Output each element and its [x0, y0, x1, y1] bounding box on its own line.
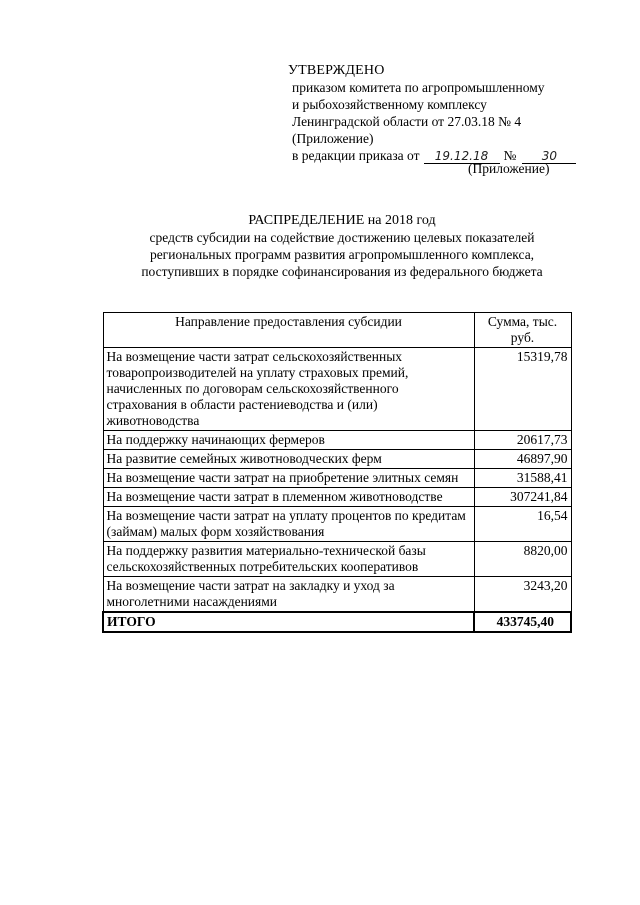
table-row: [103, 348, 571, 431]
row-direction: На развитие семейных животноводческих ферм: [103, 450, 474, 469]
row-direction: На поддержку начинающих фермеров: [103, 431, 474, 450]
row-direction: На возмещение части затрат на уплату процентов по кредитам (займам) малых форм хозяйствования: [103, 507, 474, 542]
row-direction: На возмещение части затрат на закладку и уход за многолетними насаждениями: [103, 577, 474, 613]
row-direction: На возмещение части затрат сельскохозяйственных товаропроизводителей на уплату страховых премий, начисленных по договорам сельскохозяйственного страхования в области растениеводства и (или) животноводства: [103, 348, 474, 431]
row-amount: 3243,20: [474, 577, 571, 613]
handwritten-number: 30: [522, 149, 576, 164]
row-amount: 46897,90: [474, 450, 571, 469]
column-header-amount: Сумма, тыс. руб.: [474, 313, 571, 348]
table-row: [103, 431, 571, 450]
approval-title: УТВЕРЖДЕНО: [288, 63, 385, 78]
row-direction: На возмещение части затрат на приобретение элитных семян: [103, 469, 474, 488]
table-row: [103, 507, 571, 542]
approval-line: (Приложение): [292, 131, 374, 146]
table-body: [103, 348, 571, 613]
total-row: [103, 612, 571, 632]
table-row: [103, 469, 571, 488]
table-header-row: [103, 313, 571, 348]
row-amount: 307241,84: [474, 488, 571, 507]
table-row: [103, 450, 571, 469]
row-amount: 16,54: [474, 507, 571, 542]
table-row: [103, 488, 571, 507]
appendix-label: (Приложение): [468, 161, 550, 176]
heading-title-main: РАСПРЕДЕЛЕНИЕ: [248, 213, 365, 228]
handwritten-date: 19.12.18: [424, 149, 500, 164]
number-label: №: [503, 148, 517, 163]
subsidy-table: [102, 312, 572, 633]
row-amount: 15319,78: [474, 348, 571, 431]
heading-line: поступивших в порядке софинансирования из федерального бюджета: [141, 264, 543, 279]
approval-line: Ленинградской области от 27.03.18 № 4: [292, 114, 522, 129]
row-amount: 20617,73: [474, 431, 571, 450]
row-direction: На поддержку развития материально-технической базы сельскохозяйственных потребительских кооперативов: [103, 542, 474, 577]
edition-prefix: в редакции приказа от: [292, 148, 420, 163]
table-row: [103, 577, 571, 613]
heading-title: [100, 212, 584, 229]
row-direction: На возмещение части затрат в племенном животноводстве: [103, 488, 474, 507]
approval-line: приказом комитета по агропромышленному: [292, 80, 545, 95]
approval-line: и рыбохозяйственному комплексу: [292, 97, 487, 112]
approval-block: [288, 62, 576, 164]
total-amount: 433745,40: [474, 612, 571, 632]
row-amount: 8820,00: [474, 542, 571, 577]
heading-line: средств субсидии на содействие достижению целевых показателей: [149, 230, 535, 245]
heading-title-year: на 2018 год: [364, 213, 436, 228]
total-label: ИТОГО: [103, 612, 474, 632]
table-row: [103, 542, 571, 577]
column-header-direction: Направление предоставления субсидии: [103, 313, 474, 348]
row-amount: 31588,41: [474, 469, 571, 488]
heading-line: региональных программ развития агропромышленного комплекса,: [149, 247, 535, 262]
document-heading: [100, 212, 584, 280]
